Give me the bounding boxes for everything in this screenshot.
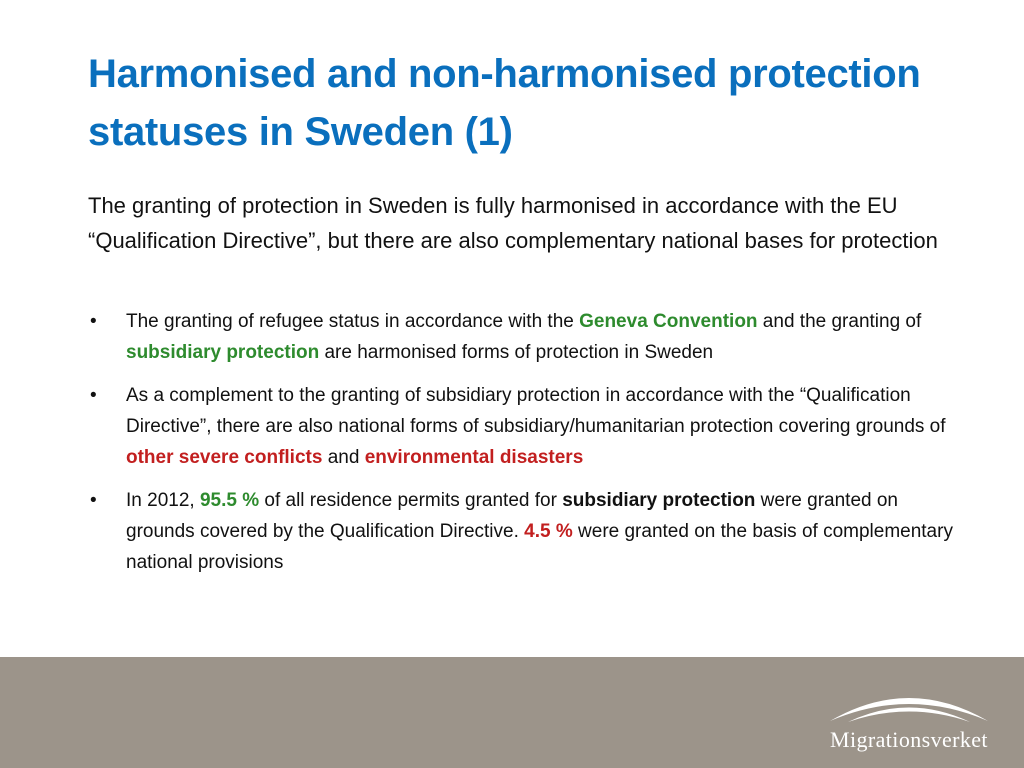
bullet-item-geneva xyxy=(88,306,968,368)
highlight-other-severe-conflicts: other severe conflicts xyxy=(126,447,323,468)
bullet-text: As a complement to the granting of subsidiary protection in accordance with the “Qualification Directive”, there are also national forms of subsidiary/humanitarian protection covering grounds of xyxy=(126,385,946,437)
highlight-environmental-disasters: environmental disasters xyxy=(364,447,584,468)
footer-band xyxy=(0,657,1024,768)
migrationsverket-logo xyxy=(816,681,1002,753)
bullet-text: and xyxy=(322,447,365,468)
highlight-subsidiary-protection: subsidiary protection xyxy=(126,342,320,363)
bullet-marker: • xyxy=(90,385,97,406)
arch-icon xyxy=(822,681,996,723)
highlight-percentage-harmonised: 95.5 % xyxy=(199,490,260,511)
highlight-subsidiary-protection-bold: subsidiary protection xyxy=(562,490,756,511)
intro-paragraph: The granting of protection in Sweden is fully harmonised in accordance with the EU “Qualification Directive”, but there are also complementary national bases for protection xyxy=(88,193,938,253)
bullet-text: were granted on grounds covered by the Qualification Directive. xyxy=(126,490,898,542)
bullet-text: and the granting of xyxy=(757,311,922,332)
bullet-marker: • xyxy=(90,490,97,511)
highlight-geneva-convention: Geneva Convention xyxy=(579,311,758,332)
bullet-text: The granting of refugee status in accordance with the xyxy=(126,311,580,332)
bullet-marker: • xyxy=(90,311,97,332)
logo-wordmark: Migrationsverket xyxy=(830,727,988,752)
bullet-text: In 2012, xyxy=(126,490,200,511)
bullet-list xyxy=(88,306,968,590)
highlight-percentage-national: 4.5 % xyxy=(524,521,573,542)
bullet-text: were granted on the basis of complementary national provisions xyxy=(126,521,953,573)
bullet-text: are harmonised forms of protection in Sweden xyxy=(319,342,714,363)
bullet-item-statistics xyxy=(88,485,968,578)
slide-title: Harmonised and non-harmonised protection statuses in Sweden (1) xyxy=(88,52,921,154)
bullet-text: of all residence permits granted for xyxy=(259,490,563,511)
bullet-item-complement xyxy=(88,380,968,473)
